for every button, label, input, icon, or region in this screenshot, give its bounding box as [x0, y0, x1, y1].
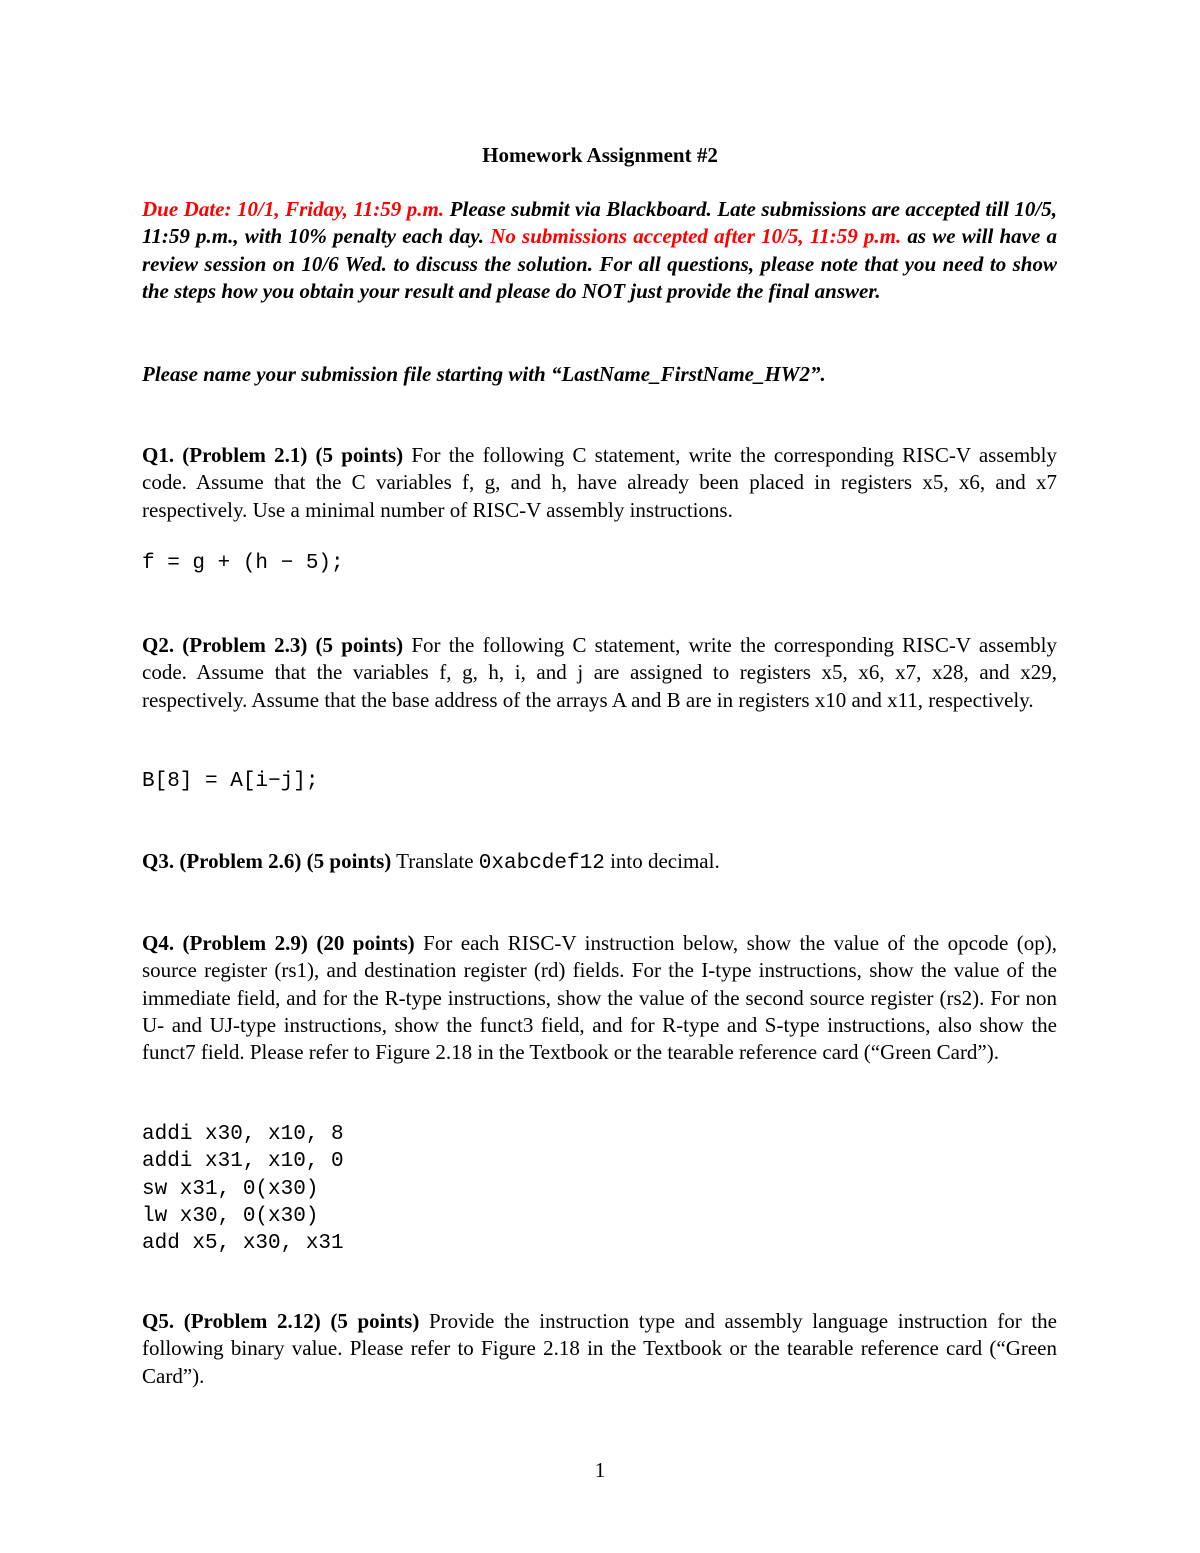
question-5-label: Q5. (Problem 2.12) (5 points): [142, 1309, 420, 1333]
review-session-text: as we will have a review session on 10/6 Wed. to discuss the solution. For all questions, please note that you need to show the steps how you obtain your result and please do NOT just provide the final answer.: [142, 224, 1057, 303]
question-3-hex-value: 0xabcdef12: [478, 852, 605, 875]
question-2: [142, 632, 1057, 714]
question-1: [142, 442, 1057, 524]
question-2-text: For the following C statement, write the corresponding RISC-V assembly code. Assume that the variables f, g, h, i, and j are assigned to registers x5, x6, x7, x28, and x29, respectively. Assume that the base address of the arrays A and B are in registers x10 and x11, respectively.: [142, 633, 1057, 712]
no-submissions-text: No submissions accepted after 10/5, 11:59 p.m.: [490, 224, 902, 249]
question-2-label: Q2. (Problem 2.3) (5 points): [142, 633, 404, 657]
page-title: Homework Assignment #2: [482, 143, 718, 167]
question-3-post: into decimal.: [604, 849, 720, 873]
question-4: [142, 930, 1057, 1066]
question-2-code: B[8] = A[i−j];: [142, 770, 319, 793]
question-1-text: For the following C statement, write the corresponding RISC-V assembly code. Assume that the C variables f, g, and h, have already been placed in registers x5, x6, and x7 respectively. Use a minimal number of RISC-V assembly instructions.: [142, 443, 1057, 522]
due-date-paragraph: [142, 196, 1057, 305]
question-1-code: f = g + (h − 5);: [142, 552, 344, 575]
question-4-text: For each RISC-V instruction below, show the value of the opcode (op), source register (rs1), and destination register (rd) fields. For the I-type instructions, show the value of the immediate field, and for the R-type instructions, show the value of the second source register (rs2). For non U- and UJ-type instructions, show the funct3 field, and for R-type and S-type instructions, also show the funct7 field. Please refer to Figure 2.18 in the Textbook or the tearable reference card (“Green Card”).: [142, 931, 1057, 1065]
due-date-text: Due Date: 10/1, Friday, 11:59 p.m.: [142, 197, 445, 221]
code-line: add x5, x30, x31: [142, 1232, 344, 1256]
naming-instruction: [142, 361, 1057, 388]
question-3-label: Q3. (Problem 2.6) (5 points): [142, 849, 392, 873]
question-4-code-block: [142, 1121, 344, 1257]
question-4-label: Q4. (Problem 2.9) (20 points): [142, 931, 415, 955]
question-1-label: Q1. (Problem 2.1) (5 points): [142, 443, 404, 467]
code-line: sw x31, 0(x30): [142, 1177, 319, 1201]
question-5-text: Provide the instruction type and assembly language instruction for the following binary value. Please refer to Figure 2.18 in the Textbook or the tearable reference card (“Green Card”).: [142, 1309, 1057, 1388]
naming-text: Please name your submission file starting with “LastName_FirstName_HW2”.: [142, 362, 826, 386]
question-5: [142, 1308, 1057, 1390]
code-line: lw x30, 0(x30): [142, 1204, 319, 1228]
code-line: addi x31, x10, 0: [142, 1150, 344, 1174]
code-line: addi x30, x10, 8: [142, 1123, 344, 1146]
question-3: [142, 848, 1057, 877]
page-number: 1: [594, 1458, 606, 1482]
question-3-pre: Translate: [391, 849, 479, 873]
submission-policy-text: Please submit via Blackboard. Late submissions are accepted till 10/5, 11:59 p.m., with 10% penalty each day.: [142, 197, 1058, 249]
